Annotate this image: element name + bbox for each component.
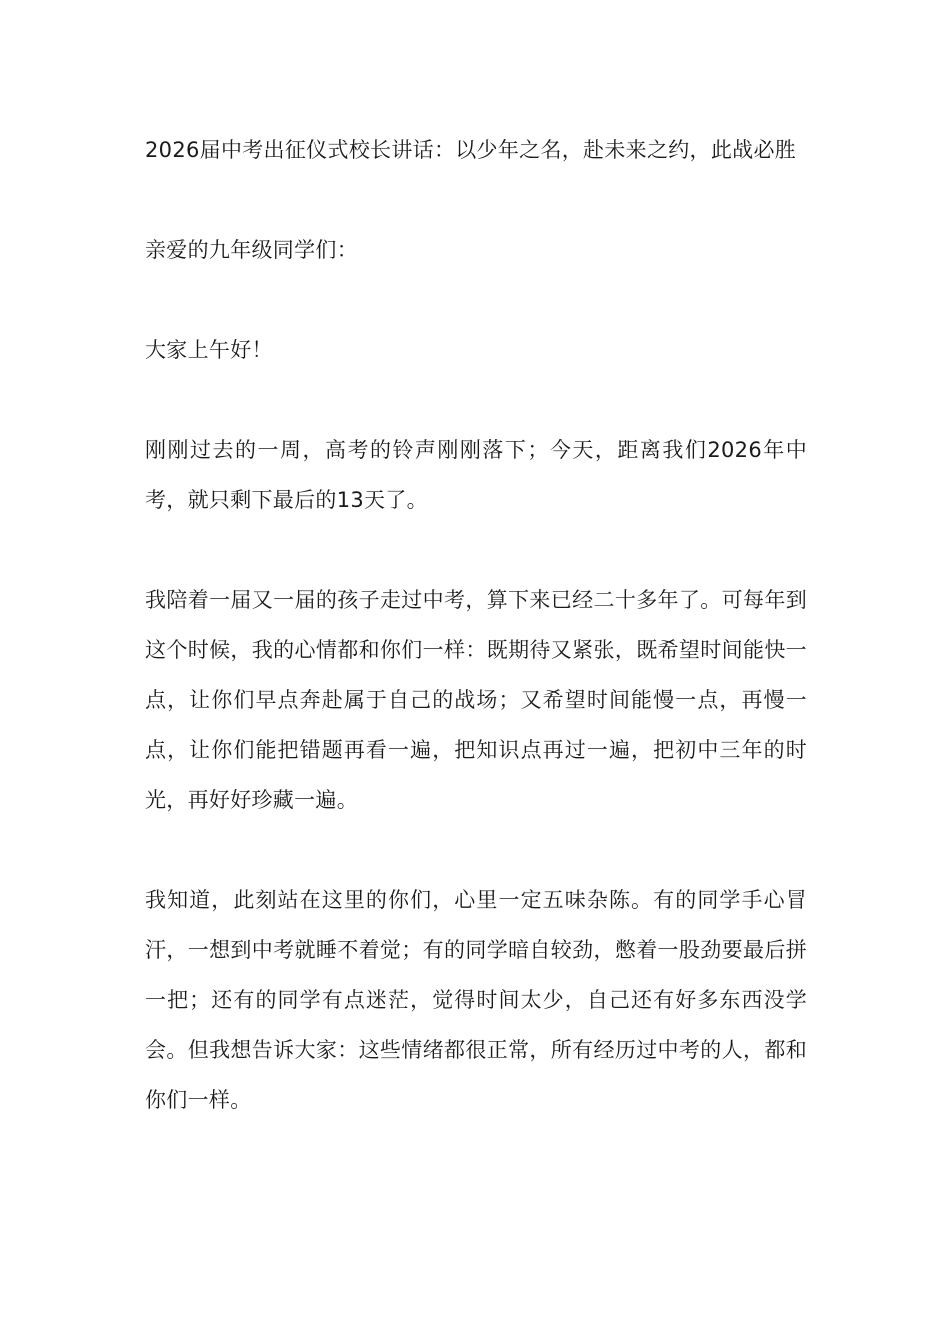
paragraph: 我知道，此刻站在这里的你们，心里一定五味杂陈。有的同学手心冒汗，一想到中考就睡不着觉；有的同学暗自较劲，憋着一股劲要最后拼一把；还有的同学有点迷茫，觉得时间太少，自己还有好多东西没学会。但我想告诉大家：这些情绪都很正常，所有经历过中考的人，都和你们一样。 (145, 888, 807, 1112)
salutation: 亲爱的九年级同学们： (145, 238, 358, 262)
document-title: 2026届中考出征仪式校长讲话：以少年之名，赴未来之约，此战必胜 (145, 138, 797, 162)
greeting: 大家上午好！ (145, 338, 273, 362)
paragraph: 刚刚过去的一周，高考的铃声刚刚落下；今天，距离我们2026年中考，就只剩下最后的13天了。 (145, 438, 807, 512)
document-body (145, 125, 807, 1175)
paragraph: 我陪着一届又一届的孩子走过中考，算下来已经二十多年了。可每年到这个时候，我的心情都和你们一样：既期待又紧张，既希望时间能快一点，让你们早点奔赴属于自己的战场；又希望时间能慢一点，再慢一点，让你们能把错题再看一遍，把知识点再过一遍，把初中三年的时光，再好好珍藏一遍。 (145, 588, 807, 812)
